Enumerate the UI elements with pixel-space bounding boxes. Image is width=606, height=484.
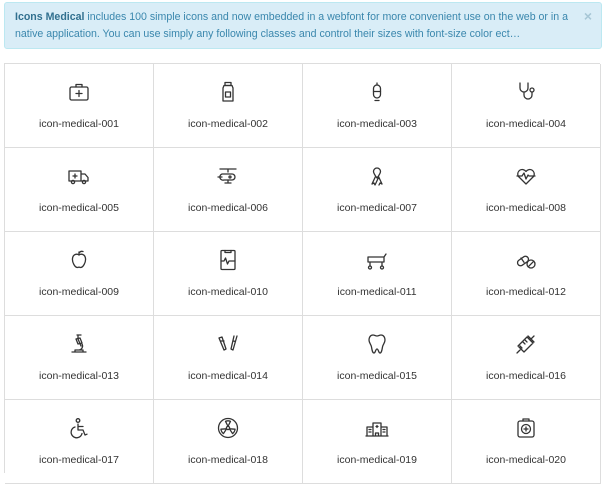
syringe-icon (514, 332, 538, 356)
medicine-bottle-icon (216, 80, 240, 104)
icon-label: icon-medical-015 (337, 370, 417, 382)
icon-tile[interactable] (452, 148, 601, 232)
alert-text: includes 100 simple icons and now embedded in a webfont for more convenient use on the web or in a native application. You can use simply any following classes and control their sizes with font-size color ect… (15, 11, 568, 40)
apple-icon (67, 248, 91, 272)
icon-tile[interactable] (154, 232, 303, 316)
icon-label: icon-medical-012 (486, 286, 566, 298)
icon-tile[interactable] (154, 316, 303, 400)
hospital-building-icon (365, 416, 389, 440)
info-alert (4, 2, 602, 49)
icon-label: icon-medical-005 (39, 202, 119, 214)
first-aid-kit-icon (514, 416, 538, 440)
radiation-icon (216, 416, 240, 440)
stethoscope-icon (514, 80, 538, 104)
icon-label: icon-medical-009 (39, 286, 119, 298)
icon-label: icon-medical-004 (486, 118, 566, 130)
icon-label: icon-medical-020 (486, 454, 566, 466)
icon-tile[interactable] (452, 64, 601, 148)
icon-label: icon-medical-008 (486, 202, 566, 214)
awareness-ribbon-icon (365, 164, 389, 188)
icon-label: icon-medical-006 (188, 202, 268, 214)
icon-label: icon-medical-007 (337, 202, 417, 214)
pill-capsule-icon (365, 80, 389, 104)
pills-icon (514, 248, 538, 272)
icon-label: icon-medical-013 (39, 370, 119, 382)
icon-tile[interactable] (154, 64, 303, 148)
icon-grid (4, 63, 600, 473)
icon-tile[interactable] (154, 400, 303, 484)
tooth-icon (365, 332, 389, 356)
medical-case-icon (67, 80, 91, 104)
icon-label: icon-medical-019 (337, 454, 417, 466)
wheelchair-icon (67, 416, 91, 440)
close-icon[interactable]: × (583, 8, 592, 24)
hospital-bed-icon (365, 248, 389, 272)
icon-tile[interactable] (303, 232, 452, 316)
icon-label: icon-medical-016 (486, 370, 566, 382)
icon-tile[interactable] (5, 148, 154, 232)
heart-pulse-icon (514, 164, 538, 188)
icon-label: icon-medical-014 (188, 370, 268, 382)
icon-tile[interactable] (303, 148, 452, 232)
icon-label: icon-medical-017 (39, 454, 119, 466)
alert-title: Icons Medical (15, 11, 85, 23)
icon-tile[interactable] (452, 232, 601, 316)
icon-tile[interactable] (5, 232, 154, 316)
icon-label: icon-medical-002 (188, 118, 268, 130)
icon-tile[interactable] (303, 400, 452, 484)
icon-label: icon-medical-018 (188, 454, 268, 466)
icon-tile[interactable] (303, 316, 452, 400)
icon-tile[interactable] (5, 64, 154, 148)
icon-tile[interactable] (5, 316, 154, 400)
test-tubes-icon (216, 332, 240, 356)
icon-tile[interactable] (303, 64, 452, 148)
icon-tile[interactable] (5, 400, 154, 484)
icon-tile[interactable] (452, 400, 601, 484)
icon-label: icon-medical-011 (337, 286, 417, 298)
ambulance-icon (67, 164, 91, 188)
icon-label: icon-medical-003 (337, 118, 417, 130)
ecg-monitor-icon (216, 248, 240, 272)
icon-label: icon-medical-010 (188, 286, 268, 298)
microscope-icon (67, 332, 91, 356)
icon-tile[interactable] (452, 316, 601, 400)
icon-label: icon-medical-001 (39, 118, 119, 130)
icon-tile[interactable] (154, 148, 303, 232)
helicopter-icon (216, 164, 240, 188)
